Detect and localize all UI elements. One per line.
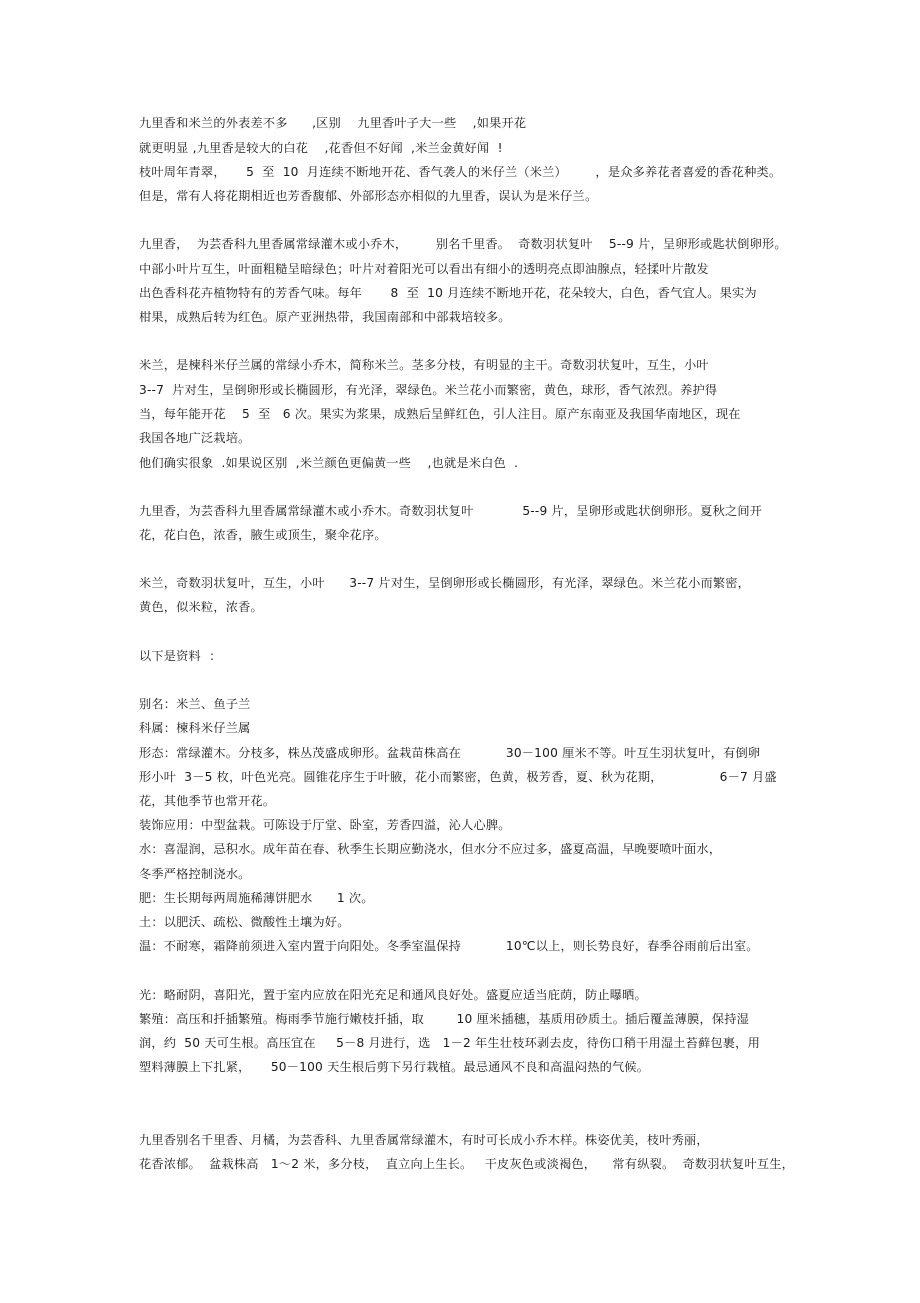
text-line: 就更明显 ,九里香是较大的白花 ,花香但不好闻 ,米兰金黄好闻 ! xyxy=(139,141,503,155)
text-line: 米兰，是楝科米仔兰属的常绿小乔木，简称米兰。茎多分枝，有明显的主干。奇数羽状复叶，互生，小叶 xyxy=(139,358,709,372)
text-line: 塑料薄膜上下扎紧， 50－100 天生根后剪下另行栽植。最忌通风不良和高温闷热的气候。 xyxy=(139,1060,650,1074)
text-line: 以下是资料 ： xyxy=(139,649,222,663)
text-line: 柑果，成熟后转为红色。原产亚洲热带，我国南部和中部栽培较多。 xyxy=(139,310,511,324)
text-line: 米兰，奇数羽状复叶，互生，小叶 3--7 片对生，呈倒卵形或长椭圆形，有光泽，翠绿色。米兰花小而繁密， xyxy=(139,576,751,590)
text-line: 肥：生长期每两周施稀薄饼肥水 1 次。 xyxy=(139,891,374,905)
text-line: 润，约 50 天可生根。高压宜在 5－8 月进行，选 1－2 年生壮枝环剥去皮，待伤口稍干用湿土苔藓包裹，用 xyxy=(139,1036,760,1050)
text-line: 水：喜湿润，忌积水。成年苗在春、秋季生长期应勤浇水，但水分不应过多，盛夏高温，早晚要喷叶面水， xyxy=(139,842,722,856)
text-line: 九里香和米兰的外表差不多 ,区别 九里香叶子大一些 ,如果开花 xyxy=(139,116,527,130)
text-line: 形小叶 3－5 枚，叶色光亮。圆锥花序生于叶腋，花小而繁密，色黄，极芳香，夏、秋为花期， 6－7 月盛 xyxy=(139,770,777,784)
text-line: 花，其他季节也常开花。 xyxy=(139,794,276,808)
text-line: 装饰应用：中型盆栽。可陈设于厅堂、卧室，芳香四溢，沁人心脾。 xyxy=(139,818,511,832)
text-line: 形态：常绿灌木。分枝多，株丛茂盛成卵形。盆栽苗株高在 30－100 厘米不等。叶互生羽状复叶，有倒卵 xyxy=(139,746,761,760)
text-line: 花香浓郁。 盆栽株高 1～2 米，多分枝， 直立向上生长。 干皮灰色或淡褐色， 常有纵裂。 奇数羽状复叶互生， xyxy=(139,1157,794,1171)
text-line: 别名：米兰、鱼子兰 xyxy=(139,697,251,711)
text-line: 出色香科花卉植物特有的芳香气味。每年 8 至 10 月连续不断地开花，花朵较大，白色，香气宜人。果实为 xyxy=(139,286,757,300)
text-line: 黄色，似米粒，浓香。 xyxy=(139,600,263,614)
text-line: 繁殖：高压和扦插繁殖。梅雨季节施行嫩枝扦插，取 10 厘米插穗，基质用砂质土。插后覆盖薄膜，保持湿 xyxy=(139,1012,750,1026)
text-line: 他们确实很象 .如果说区别 ,米兰颜色更偏黄一些 ,也就是米白色 . xyxy=(139,456,519,470)
text-line: 科属：楝科米仔兰属 xyxy=(139,721,251,735)
text-line: 但是，常有人将花期相近也芳香馥郁、外部形态亦相似的九里香，误认为是米仔兰。 xyxy=(139,189,598,203)
text-line: 中部小叶片互生，叶面粗糙呈暗绿色；叶片对着阳光可以看出有细小的透明亮点即油腺点，轻揉叶片散发 xyxy=(139,262,709,276)
text-line: 我国各地广泛栽培。 xyxy=(139,431,251,445)
text-line: 九里香别名千里香、月橘，为芸香科、九里香属常绿灌木，有时可长成小乔木样。株姿优美，枝叶秀丽， xyxy=(139,1133,709,1147)
text-line: 九里香， 为芸香科九里香属常绿灌木或小乔木， 别名千里香。 奇数羽状复叶 5--9 片，呈卵形或匙状倒卵形。 xyxy=(139,237,787,251)
text-line: 花，花白色，浓香，腋生或顶生，聚伞花序。 xyxy=(139,528,387,542)
text-line: 土：以肥沃、疏松、微酸性土壤为好。 xyxy=(139,915,350,929)
text-line: 冬季严格控制浇水。 xyxy=(139,867,251,881)
text-line: 当，每年能开花 5 至 6 次。果实为浆果，成熟后呈鲜红色，引人注目。原产东南亚及我国华南地区，现在 xyxy=(139,407,741,421)
text-line: 九里香，为芸香科九里香属常绿灌木或小乔木。奇数羽状复叶 5--9 片，呈卵形或匙状倒卵形。夏秋之间开 xyxy=(139,504,763,518)
text-line: 温：不耐寒，霜降前须进入室内置于向阳处。冬季室温保持 10℃以上，则长势良好，春季谷雨前后出室。 xyxy=(139,939,759,953)
text-line: 光：略耐阴，喜阳光，置于室内应放在阳光充足和通风良好处。盛夏应适当庇荫，防止曝晒。 xyxy=(139,988,647,1002)
text-line: 枝叶周年青翠， 5 至 10 月连续不断地开花、香气袭人的米仔兰（米兰） ，是众多养花者喜爱的香花种类。 xyxy=(139,165,782,179)
text-line: 3--7 片对生，呈倒卵形或长椭圆形，有光泽，翠绿色。米兰花小而繁密，黄色，球形，香气浓烈。养护得 xyxy=(139,383,718,397)
